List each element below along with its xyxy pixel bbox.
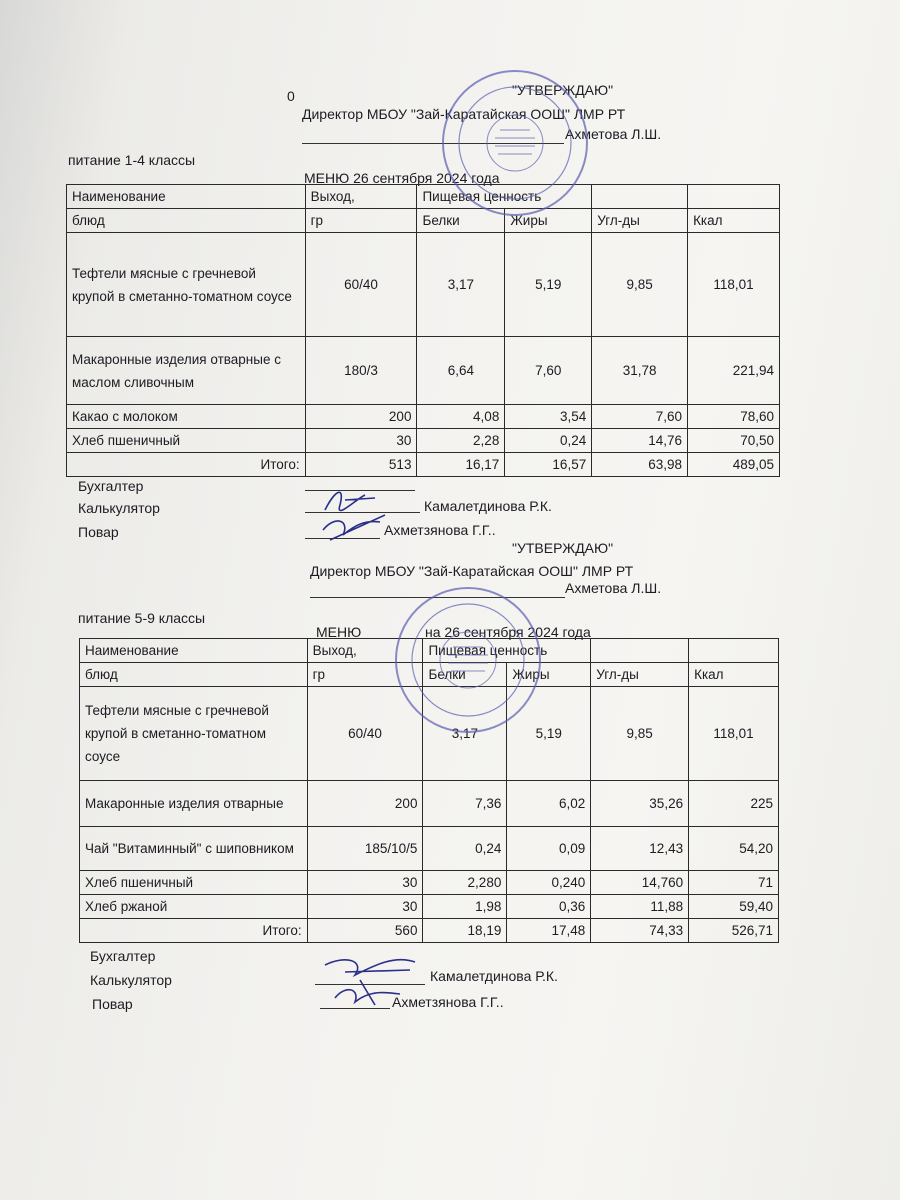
col-nutrition-header: Пищевая ценность bbox=[417, 185, 592, 209]
section1-title: МЕНЮ 26 сентября 2024 года bbox=[304, 170, 500, 186]
table-row: Чай "Витаминный" с шиповником 185/10/5 0,24 0,09 12,43 54,20 bbox=[80, 827, 779, 871]
section1-group: питание 1-4 классы bbox=[68, 152, 196, 168]
section2-title-a: МЕНЮ bbox=[316, 624, 362, 640]
approve-label: "УТВЕРЖДАЮ" bbox=[512, 82, 614, 98]
round-seal-stamp-2 bbox=[393, 585, 543, 735]
table-subheader-row: блюд гр Белки Жиры Угл-ды Ккал bbox=[67, 209, 780, 233]
table-row: Тефтели мясные с гречневой крупой в сметанно-томатном соусе 60/40 3,17 5,19 9,85 118,01 bbox=[80, 687, 779, 781]
round-seal-stamp bbox=[440, 68, 590, 218]
cook-label: Повар bbox=[78, 524, 119, 540]
section2-group: питание 5-9 классы bbox=[78, 610, 206, 626]
signature-scribble bbox=[305, 480, 395, 545]
approve-label-2: "УТВЕРЖДАЮ" bbox=[512, 540, 614, 556]
table-row: Хлеб ржаной 30 1,98 0,36 11,88 59,40 bbox=[80, 895, 779, 919]
section2-title-b: на 26 сентября 2024 года bbox=[425, 624, 591, 640]
table-total-row: Итого: 513 16,17 16,57 63,98 489,05 bbox=[67, 453, 780, 477]
director-name-2: Ахметова Л.Ш. bbox=[565, 580, 662, 596]
accountant-label: Бухгалтер bbox=[78, 478, 144, 494]
calculator-label-2: Калькулятор bbox=[90, 972, 172, 988]
table-row: Хлеб пшеничный 30 2,28 0,24 14,76 70,50 bbox=[67, 429, 780, 453]
table-row: Хлеб пшеничный 30 2,280 0,240 14,760 71 bbox=[80, 871, 779, 895]
table-row: Макаронные изделия отварные 200 7,36 6,02 35,26 225 bbox=[80, 781, 779, 827]
calculator-name: Камалетдинова Р.К. bbox=[424, 498, 552, 514]
table-row: Макаронные изделия отварные с маслом сливочным 180/3 6,64 7,60 31,78 221,94 bbox=[67, 337, 780, 405]
table-row: Какао с молоком 200 4,08 3,54 7,60 78,60 bbox=[67, 405, 780, 429]
table-row: Тефтели мясные с гречневой крупой в сметанно-томатном соусе 60/40 3,17 5,19 9,85 118,01 bbox=[67, 233, 780, 337]
cook-name: Ахметзянова Г.Г.. bbox=[384, 522, 496, 538]
director-line: Директор МБОУ "Зай-Каратайская ООШ" ЛМР РТ bbox=[302, 106, 626, 122]
director-line-2: Директор МБОУ "Зай-Каратайская ООШ" ЛМР РТ bbox=[310, 563, 634, 579]
signature-scribble-2 bbox=[315, 950, 425, 1010]
calculator-label: Калькулятор bbox=[78, 500, 160, 516]
table-header-row bbox=[67, 185, 780, 209]
col-name-header: Наименование bbox=[67, 185, 306, 209]
table-subheader-row: блюд гр Белки Жиры Угл-ды Ккал bbox=[80, 663, 779, 687]
menu-table-1 bbox=[66, 184, 780, 477]
accountant-label-2: Бухгалтер bbox=[90, 948, 156, 964]
page-marker: 0 bbox=[287, 88, 295, 104]
cook-name-2: Ахметзянова Г.Г.. bbox=[392, 994, 504, 1010]
table-header-row: Наименование Выход, Пищевая ценность bbox=[80, 639, 779, 663]
calculator-name-2: Камалетдинова Р.К. bbox=[430, 968, 558, 984]
col-yield-header: Выход, bbox=[305, 185, 417, 209]
director-name: Ахметова Л.Ш. bbox=[565, 126, 662, 142]
table-total-row: Итого: 560 18,19 17,48 74,33 526,71 bbox=[80, 919, 779, 943]
cook-label-2: Повар bbox=[92, 996, 133, 1012]
